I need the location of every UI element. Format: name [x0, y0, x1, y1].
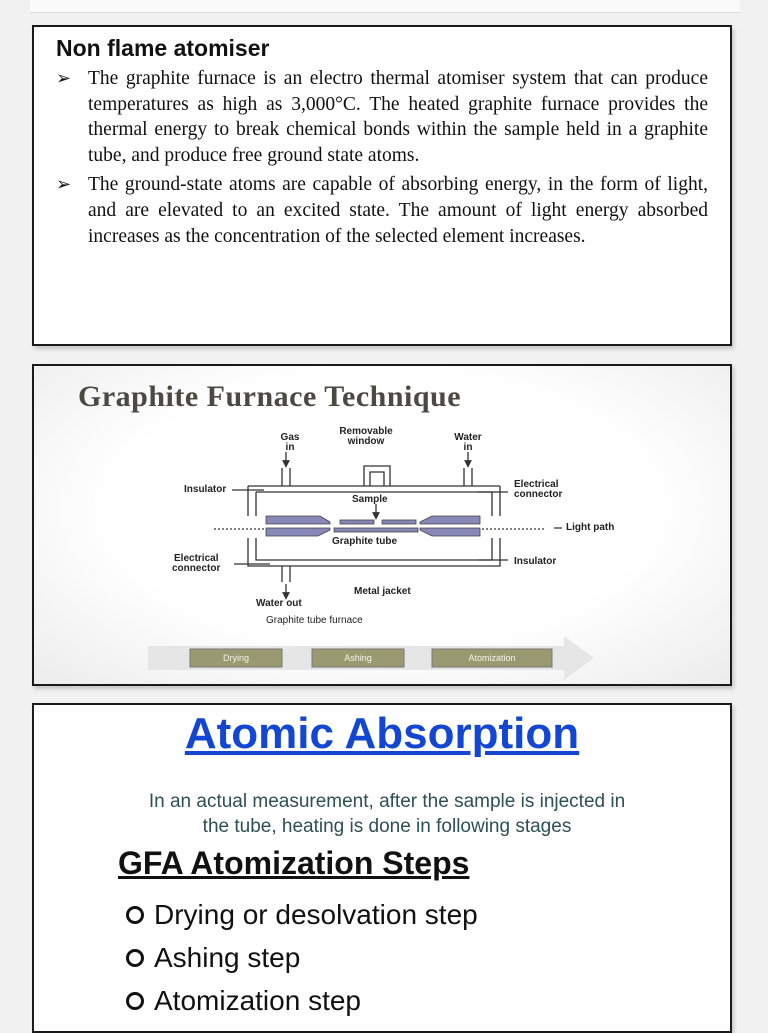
label-insulator-left: Insulator	[184, 484, 227, 495]
circle-bullet-icon	[126, 906, 144, 924]
intro-line-1: In an actual measurement, after the sample is injected in	[148, 791, 626, 812]
bullet-item	[56, 66, 708, 168]
label-water-out: Water out	[256, 598, 302, 609]
intro-text	[54, 789, 720, 839]
gas-inlet-pipe	[282, 468, 290, 486]
label-removable-window: Removable	[339, 426, 393, 437]
label-insulator-right: Insulator	[514, 556, 557, 567]
label-electrical-connector-left: connector	[172, 563, 221, 574]
graphite-furnace-diagram	[34, 366, 730, 684]
slide-title: Graphite Furnace Technique	[78, 380, 462, 413]
label-electrical-connector-left: Electrical	[174, 553, 219, 564]
label-sample: Sample	[352, 494, 388, 505]
stage-label-ashing: Ashing	[344, 653, 372, 663]
label-water-in: Water	[454, 432, 482, 443]
previous-slide-edge	[30, 0, 740, 13]
list-item	[126, 979, 478, 1022]
slide-title: Non flame atomiser	[56, 35, 270, 61]
graphite-tube-upper	[382, 520, 416, 524]
bullet-text: The graphite furnace is an electro thermal atomiser system that can produce temperatures as high as 3,000°C. The heated graphite furnace provides the thermal energy to break chemical bonds within the sample held in a graphite tube, and produce free ground state atoms.	[88, 68, 708, 166]
water-inlet-pipe	[464, 468, 472, 486]
graphite-tube-upper	[340, 520, 374, 524]
intro-line-2: the tube, heating is done in following stages	[202, 816, 572, 837]
stage-label-atomization: Atomization	[468, 653, 516, 663]
slide-graphite-furnace	[32, 364, 732, 686]
label-electrical-connector-right: Electrical	[514, 479, 559, 490]
label-removable-window: window	[347, 436, 385, 447]
list-item	[126, 936, 478, 979]
steps-list	[126, 893, 478, 1022]
circle-bullet-icon	[126, 992, 144, 1010]
step-text: Atomization step	[154, 984, 361, 1016]
list-item	[126, 893, 478, 936]
arrow-bullet-icon: ➢	[56, 68, 72, 89]
label-electrical-connector-right: connector	[514, 489, 563, 500]
bullet-item	[56, 172, 708, 249]
slide-non-flame-atomiser	[32, 25, 732, 346]
electrode-right-bottom	[420, 528, 480, 536]
step-text: Drying or desolvation step	[154, 898, 478, 930]
electrical-connector-left-part	[266, 516, 330, 524]
slide-atomic-absorption	[32, 703, 732, 1033]
removable-window	[364, 466, 390, 486]
label-gas-in: Gas	[280, 432, 300, 443]
label-light-path: Light path	[566, 522, 615, 533]
circle-bullet-icon	[126, 949, 144, 967]
stage-label-drying: Drying	[222, 653, 250, 663]
arrow-bullet-icon: ➢	[56, 174, 72, 196]
section-subtitle: GFA Atomization Steps	[118, 845, 470, 881]
diagram-caption: Graphite tube furnace	[266, 615, 363, 626]
label-graphite-tube: Graphite tube	[332, 536, 398, 547]
label-gas-in: in	[285, 442, 295, 453]
electrical-connector-right-part	[420, 516, 480, 524]
water-outlet-pipe	[282, 566, 290, 582]
label-metal-jacket: Metal jacket	[354, 586, 411, 597]
stage-boxes	[190, 649, 552, 667]
label-water-in: in	[463, 442, 473, 453]
step-text: Ashing step	[154, 941, 301, 973]
slide-title: Atomic Absorption	[184, 709, 580, 758]
bullet-text: The ground-state atoms are capable of absorbing energy, in the form of light, and are elevated to an excited state. The amount of light energy absorbed increases as the concentration of the selected element increases.	[88, 174, 708, 247]
electrode-left-bottom	[266, 528, 330, 536]
graphite-tube-lower	[334, 528, 418, 532]
